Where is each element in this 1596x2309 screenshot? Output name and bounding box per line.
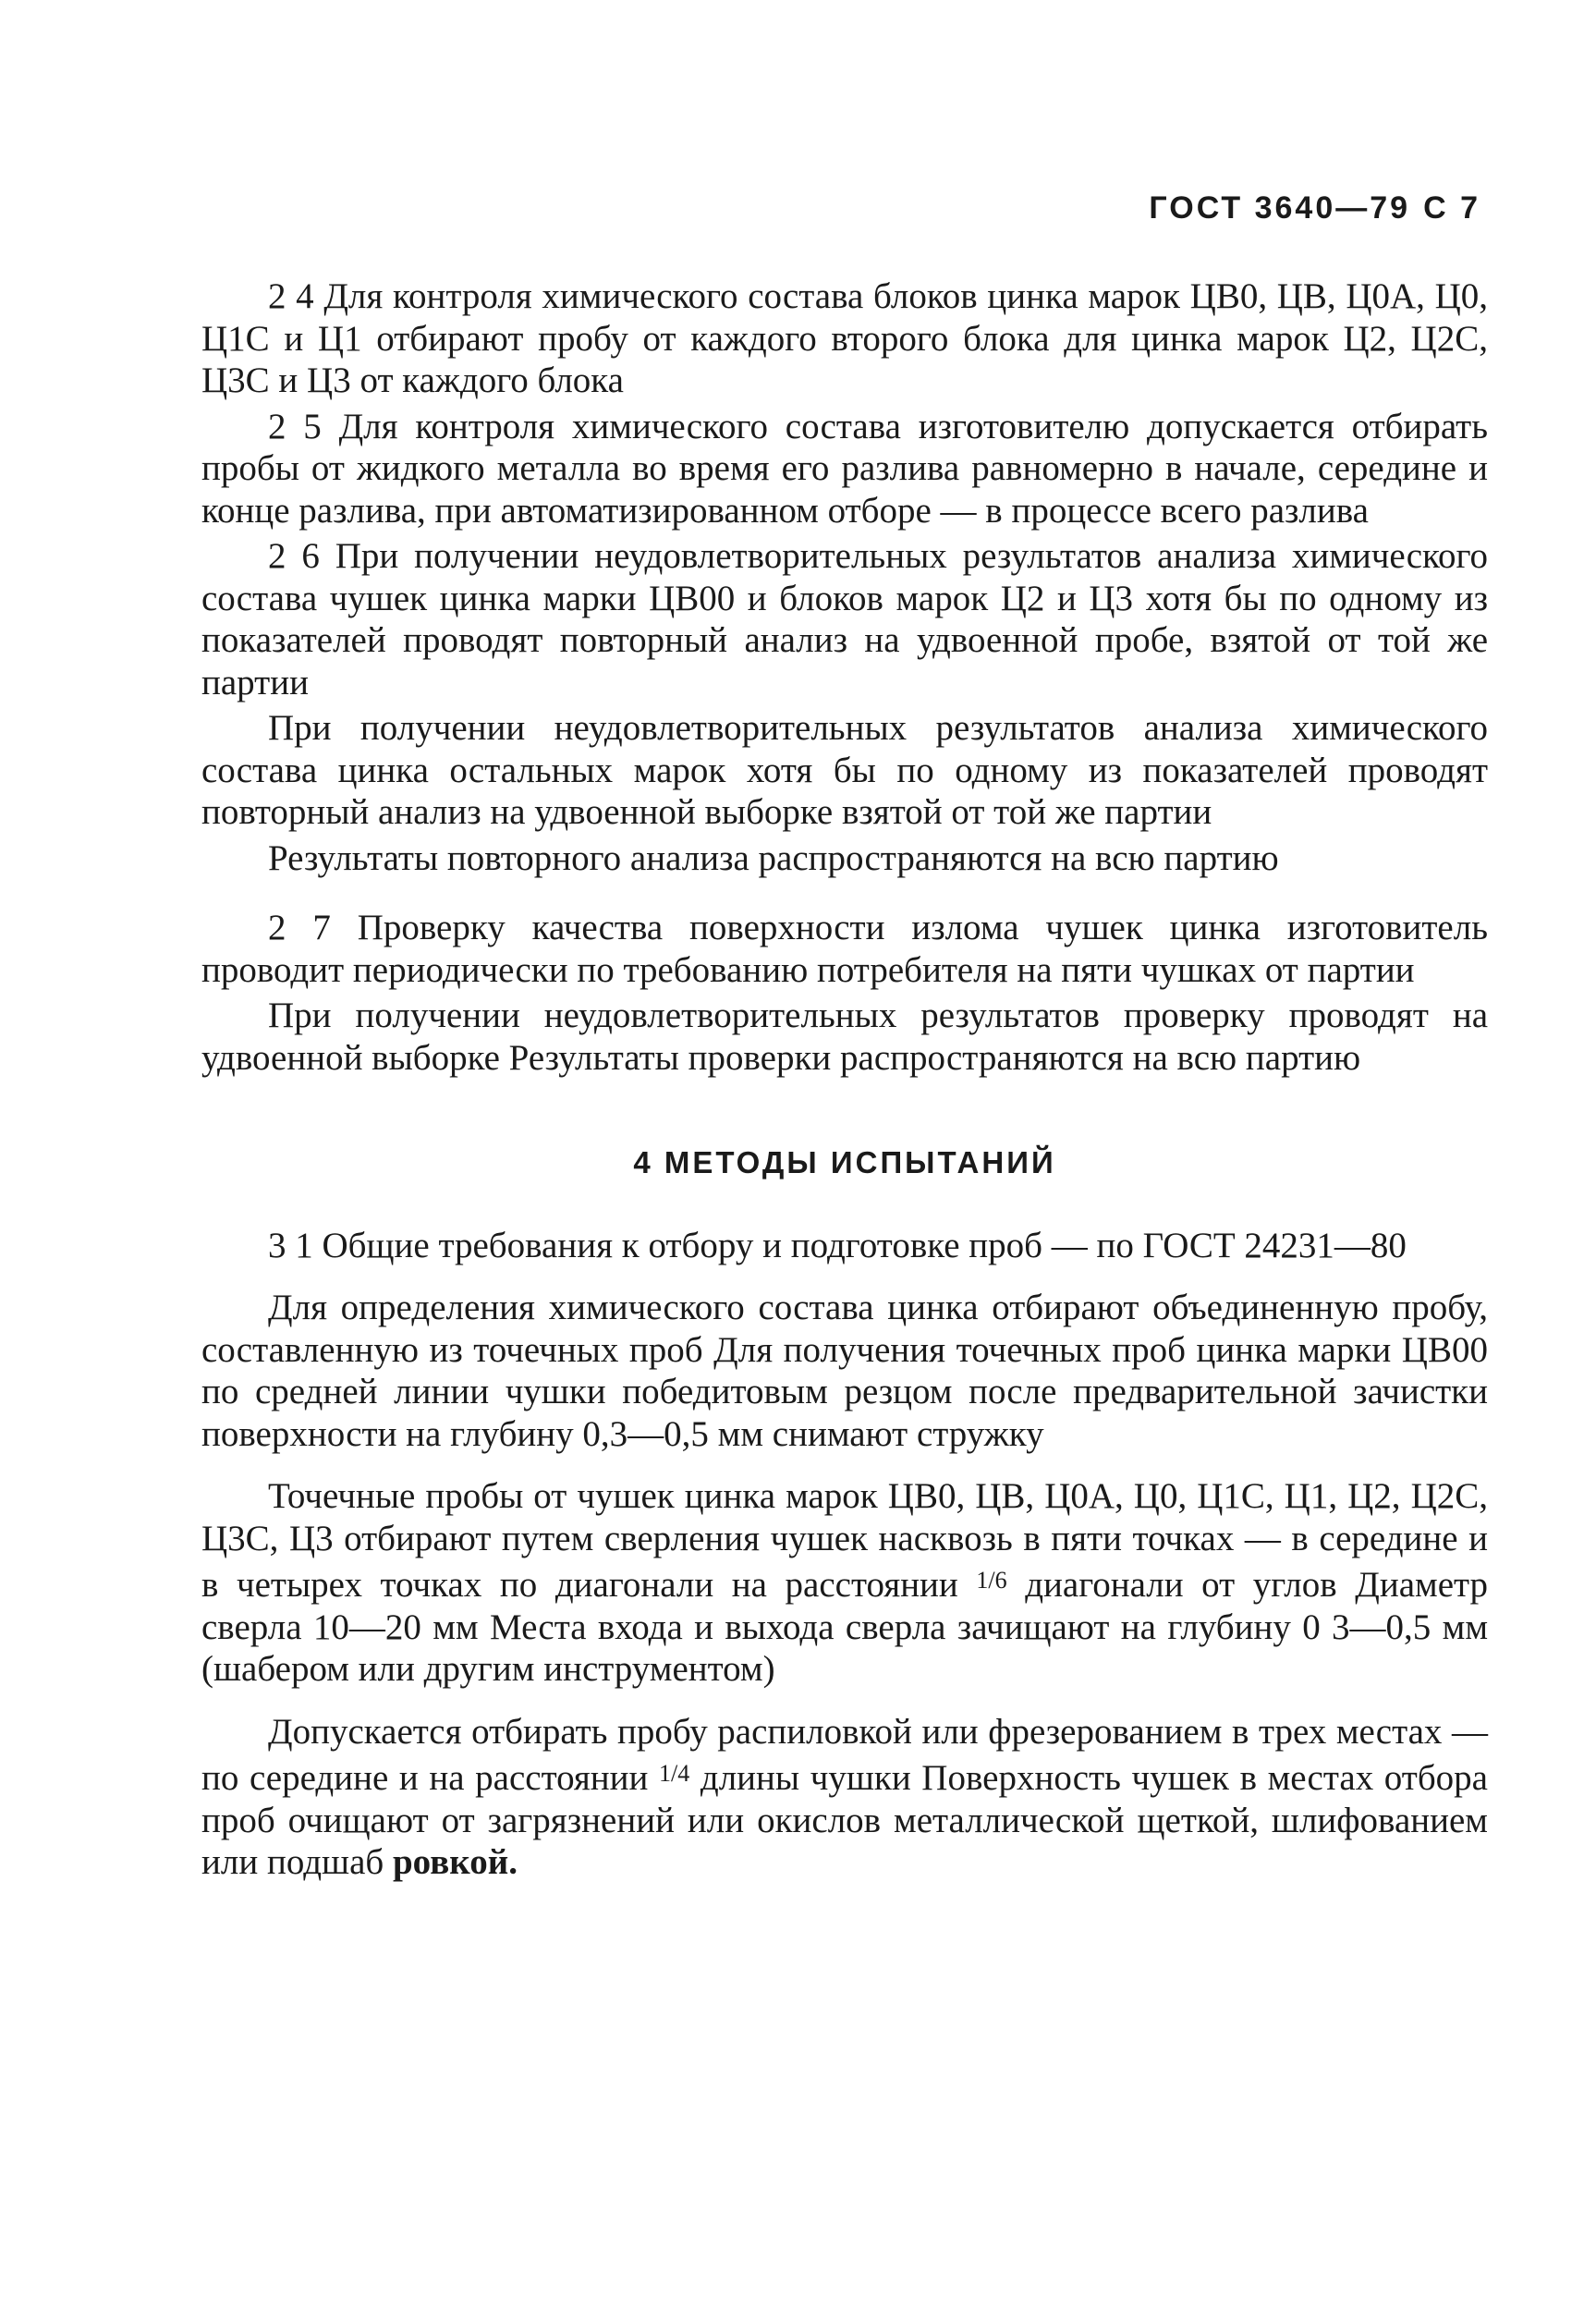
drilling-text-start: Точечные пробы от чушек цинка марок ЦВ0, ЦВ, Ц0А, Ц0, Ц1С, Ц1, Ц2, Ц2С, Ц3С, Ц3 отбирают путем сверления чушек насквозь в пяти точках — в середине и в четырех точках по диагонали на расстоянии: [201, 1476, 1488, 1605]
body-text: [201, 275, 1488, 1884]
paragraph-2-7: 2 7 Проверку качества поверхности излома чушек цинка изготовитель проводит периодически по требованию потребителя на пяти чушках от партии: [201, 908, 1488, 990]
sawing-text-mid: длины чушки Поверхность чушек в местах отбора проб очищают от загрязнений или окислов металлической щеткой, шлифованием или подшаб: [201, 1758, 1488, 1882]
sawing-text-end: ровкой.: [392, 1842, 518, 1882]
standard-number: ГОСТ 3640—79: [1149, 190, 1411, 226]
sawing-text-start: Допускается отбирать пробу распиловкой или фрезерованием в трех местах — по середине и на расстоянии: [201, 1711, 1488, 1798]
paragraph-2-4: 2 4 Для контроля химического состава блоков цинка марок ЦВ0, ЦВ, Ц0А, Ц0, Ц1С и Ц1 отбирают пробу от каждого второго блока для цинка марок Ц2, Ц2С, Ц3С и Ц3 от каждого блока: [201, 276, 1488, 400]
paragraph-2-6: 2 6 При получении неудовлетворительных результатов анализа химического состава чушек цинка марки ЦВ00 и блоков марок Ц2 и Ц3 хотя бы по одному из показателей проводят повторный анализ на удвоенной пробе, взятой от той же партии: [201, 536, 1488, 702]
paragraph-3-1-sawing: [201, 1711, 1488, 1884]
fraction-one-quarter: 1/4: [659, 1760, 690, 1787]
paragraph-3-1-drilling: [201, 1475, 1488, 1691]
paragraph-3-1-sampling: Для определения химического состава цинка отбирают объединенную пробу, составленную из точечных проб Для получения точечных проб цинка марки ЦВ00 по средней линии чушки победитовым резцом после предварительной зачистки поверхности на глубину 0,3—0,5 мм снимают стружку: [201, 1288, 1488, 1454]
paragraph-2-7-results: При получении неудовлетворительных результатов проверку проводят на удвоенной выборке Результаты проверки распространяются на всю партию: [201, 996, 1488, 1078]
section-title: 4 МЕТОДЫ ИСПЫТАНИЙ: [633, 1145, 1056, 1179]
paragraph-3-1: 3 1 Общие требования к отбору и подготовке проб — по ГОСТ 24231—80: [268, 1225, 1407, 1265]
paragraph-2-6-repeat-analysis: При получении неудовлетворительных результатов анализа химического состава цинка остальных марок хотя бы по одному из показателей проводят повторный анализ на удвоенной выборке взятой от той же партии: [201, 708, 1488, 832]
paragraph-2-6-results: Результаты повторного анализа распространяются на всю партию: [268, 837, 1279, 878]
fraction-one-sixth: 1/6: [976, 1567, 1007, 1594]
page-number: С 7: [1423, 190, 1480, 226]
page-header: [1149, 190, 1480, 226]
paragraph-2-5: 2 5 Для контроля химического состава изготовителю допускается отбирать пробы от жидкого металла во время его разлива равномерно в начале, середине и конце разлива, при автоматизированном отборе — в процессе всего разлива: [201, 406, 1488, 531]
drilling-text-end: диагонали от углов Диаметр сверла 10—20 мм Места входа и выхода сверла зачищают на глубину 0 3—0,5 мм (шабером или другим инструментом): [201, 1565, 1489, 1689]
